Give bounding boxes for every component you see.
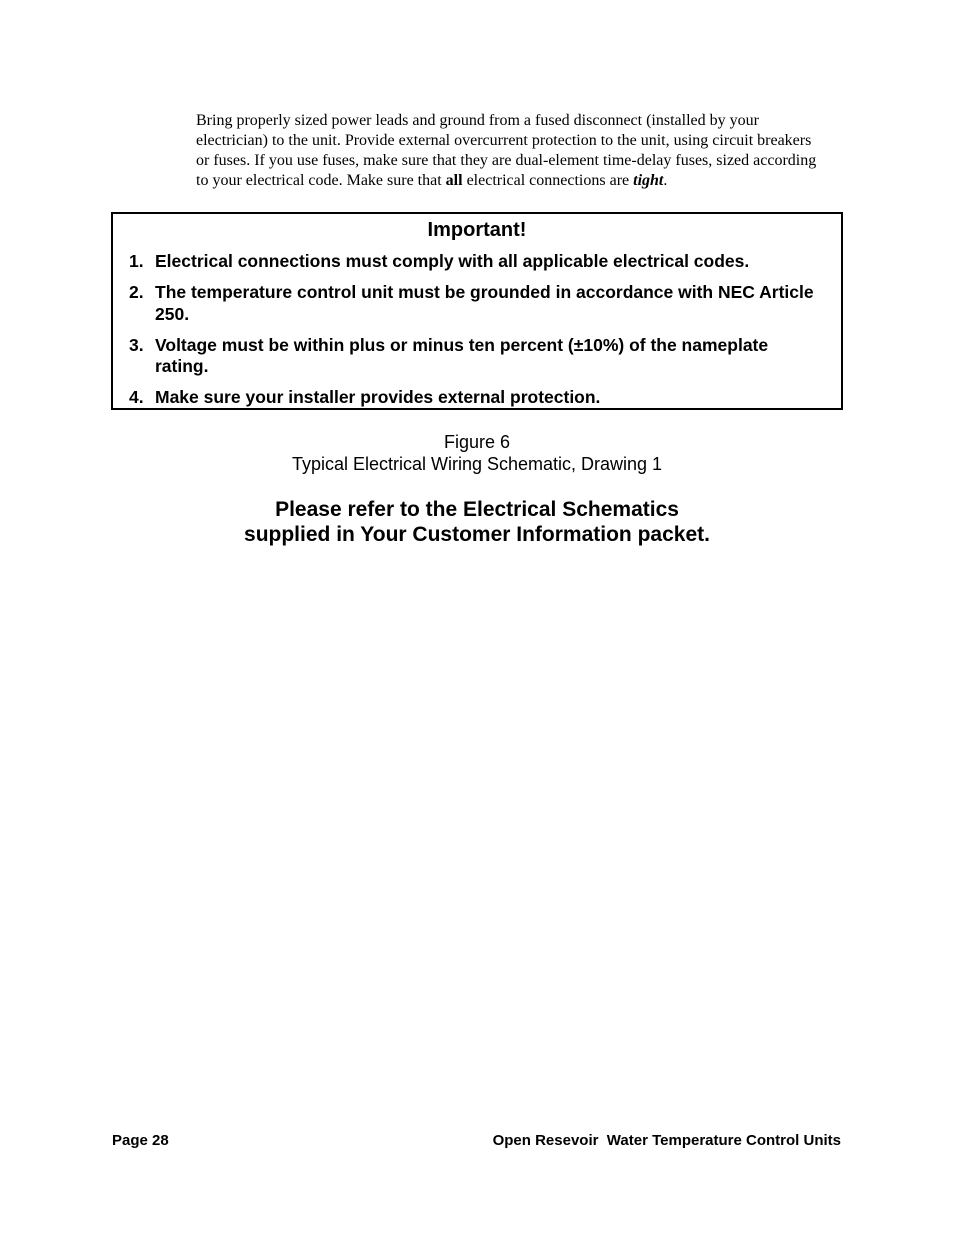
important-notice-box bbox=[111, 212, 843, 410]
intro-emphasis-tight: tight bbox=[633, 172, 664, 189]
intro-text-1: Bring properly sized power leads and ground from a fused disconnect (installed by your electrician) to the unit. Provide external overcurrent protection to the unit, using circuit breakers or fuses. If you use fuses, make sure that they are dual-element time-delay fuses, sized according to your electrical code. Make sure that bbox=[196, 112, 817, 189]
intro-text-3: . bbox=[663, 172, 668, 189]
intro-text-2: electrical connections are bbox=[462, 172, 634, 189]
important-item-4 bbox=[129, 387, 819, 409]
important-title: Important! bbox=[427, 219, 527, 241]
list-item-text: The temperature control unit must be grounded in accordance with NEC Article 250. bbox=[155, 282, 814, 324]
list-item-text: Voltage must be within plus or minus ten percent (±10%) of the nameplate rating. bbox=[155, 334, 769, 376]
refer-note-line-1: Please refer to the Electrical Schematics bbox=[275, 498, 679, 521]
list-item-number: 3. bbox=[129, 334, 144, 355]
list-item-text: Electrical connections must comply with all applicable electrical codes. bbox=[155, 251, 750, 271]
footer-document-title: Open Resevoir Water Temperature Control Units bbox=[492, 1132, 841, 1149]
list-item-text: Make sure your installer provides external protection. bbox=[155, 387, 601, 407]
important-list bbox=[129, 251, 819, 418]
figure-caption bbox=[0, 431, 954, 475]
important-item-1 bbox=[129, 251, 819, 273]
list-item-number: 2. bbox=[129, 282, 144, 302]
list-item-number: 1. bbox=[129, 251, 144, 271]
list-item-number: 4. bbox=[129, 387, 144, 407]
figure-label: Figure 6 bbox=[443, 432, 511, 452]
refer-note bbox=[0, 497, 954, 547]
refer-note-line-2: supplied in Your Customer Information packet. bbox=[244, 523, 710, 546]
intro-emphasis-all: all bbox=[445, 172, 463, 189]
intro-paragraph bbox=[196, 111, 826, 191]
important-item-3 bbox=[129, 335, 819, 378]
figure-title: Typical Electrical Wiring Schematic, Drawing 1 bbox=[291, 454, 663, 474]
important-item-2 bbox=[129, 282, 819, 325]
footer-page-number: Page 28 bbox=[112, 1132, 169, 1149]
